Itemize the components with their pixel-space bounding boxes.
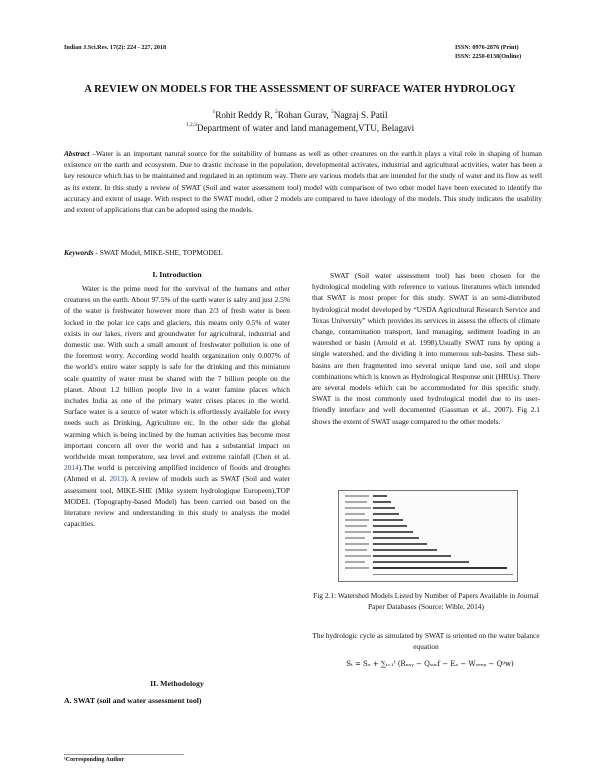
author-3: Nagraj S. Patil bbox=[333, 110, 388, 120]
author-1-sup: 1 bbox=[212, 109, 216, 115]
intro-text-1: Water is the prime need for the survival of the humans and other creatures on the earth. About 97.5% of the earth water is salty and just 2.5% of the water is freshwater however more than 2/3 of fresh water is been locked in the polar ice caps and glaciers, this means only 0.5% of water exists in our lakes, rivers and groundwater for agricultural, industrial and domestic use. With such a small amount of freshwater pollution is one of the foremost worry. According world health organization only 0.007% of the world’s entire water supply is safe for the drinking and this miniature scale quantity of water must be shared with the 7 billion people on the planet. About 1.2 billion people live in a water famine places which includes India as one of the primary water crises places in the world. Surface water is a source of water which is effortlessly available for every needs such as Drinking, Agriculture etc. In the other side the global warming which is being inclined by the human activities has become most important concern all over the world and has a substantial impact on worldwide mean temperature, sea level and extreme rainfall (Chen et al. bbox=[64, 284, 290, 462]
intro-heading: I. Introduction bbox=[152, 270, 202, 279]
abstract-label: Abstract bbox=[64, 149, 90, 158]
journal-citation: Indian J.Sci.Res. 17(2): 224 - 227, 2018 bbox=[64, 44, 167, 51]
intro-paragraph bbox=[64, 283, 290, 529]
keywords bbox=[64, 247, 542, 258]
author-2-sup: 2 bbox=[274, 109, 278, 115]
author-list bbox=[0, 110, 600, 120]
intro-text-3: ). A review of models such as SWAT (Soil and water assessment tool, MIKE-SHE (Mike system hydrologique Europeen),TOP MODEL (Topography-based Model) has been carried out based on the literature review and understanding in this study to analysis the model capacities. bbox=[64, 474, 290, 529]
affiliation-text: Department of water and land management,VTU, Belagavi bbox=[196, 123, 415, 133]
keywords-label: Keywords bbox=[64, 248, 94, 257]
citation-link-ahmed[interactable]: 2013 bbox=[109, 474, 125, 484]
swat-subheading: A. SWAT (soil and water assessment tool) bbox=[64, 696, 202, 705]
keywords-text: - SWAT Model, MIKE-SHE, TOPMODEL bbox=[93, 248, 223, 257]
issn-online: ISSN: 2250-0138(Online) bbox=[455, 53, 522, 60]
issn-print: ISSN: 0976-2876 (Print) bbox=[455, 44, 519, 51]
author-3-sup: 3 bbox=[330, 109, 334, 115]
figure-caption: Fig 2.1: Watershed Models Listed by Number of Papers Available in Journal Paper Databases (Source: Wible, 2014) bbox=[313, 591, 539, 611]
footnote: ¹Corresponding Author bbox=[64, 757, 125, 763]
water-balance-equation: Sₜ = Sₒ + ∑ᵢ₌₁ᵗ (Rₑₐᵧ − Qₛᵤᵣf − Eₐ − Wₛₑₑₚ − Qᵍw) bbox=[346, 660, 514, 668]
footnote-divider bbox=[64, 754, 184, 755]
swat-paragraph bbox=[312, 270, 540, 427]
paper-title: A REVIEW ON MODELS FOR THE ASSESSMENT OF SURFACE WATER HYDROLOGY bbox=[84, 84, 516, 95]
citation-link-chen[interactable]: 2014 bbox=[64, 463, 79, 473]
figure-2-1 bbox=[338, 490, 518, 582]
author-1: Rohit Reddy R, bbox=[215, 110, 273, 120]
swat-text: SWAT (Soil water assessment tool) has been chosen for the hydrological modeling with reference to various literatures which intended that SWAT is most proper for this study. SWAT is an semi-distributed hydrological model developed by “USDA Agricultural Research Service and Texas University” which provides its services in assess the effects of climate change, contamination transport, land managing, sediment loading in an watershed or basin (Arnold et al. 1998).Usually SWAT runs by opting a single watershed, and the dividing it into numerous sub-basins. These sub-basins are then fragmented into several unique land use, soil and slope combinations which is known as Hydrological Response unit (HRUs). There are several models which can be accommodated for this specific study. SWAT is the most commonly used hydrological model due to its user-friendly interface and well documented (Gassman et al., 2007). Fig 2.1 shows the extent of SWAT usage compared to the other models. bbox=[312, 271, 540, 426]
affiliation-sup: 1,2,3 bbox=[185, 122, 197, 128]
author-2: Rohan Gurav, bbox=[277, 110, 329, 120]
water-balance-intro: The hydrologic cycle as simulated by SWAT is oriented on the water balance equation bbox=[312, 631, 540, 651]
intro-text-2: ).The world is perceiving amplified incidence of floods and droughts (Ahmed et al. bbox=[64, 463, 290, 484]
abstract bbox=[64, 148, 542, 215]
methodology-heading: II. Methodology bbox=[150, 679, 204, 688]
abstract-text: –Water is an important natural source for the suitability of humans as well as other creatures on the earth.it plays a vital role in shaping of human existence on the earth and ecosystem. Due to drastic increase in the population, developmental activates, industrial and agricultural activities, water has been a key resource which has to be maintained and regulated in an optimum way. There are various models that are intended for the study of water and its flow as well as its extent. In this study a review of SWAT (Soil and water assessment tool) model with comparison of two other model have been executed to identify the accuracy and extent of usage. With respect to the SWAT model, other 2 models are compared to have ideology of the models. This study indicates the usability and extent of applications that can be adopted using the models. bbox=[64, 149, 542, 215]
affiliation bbox=[0, 123, 600, 133]
